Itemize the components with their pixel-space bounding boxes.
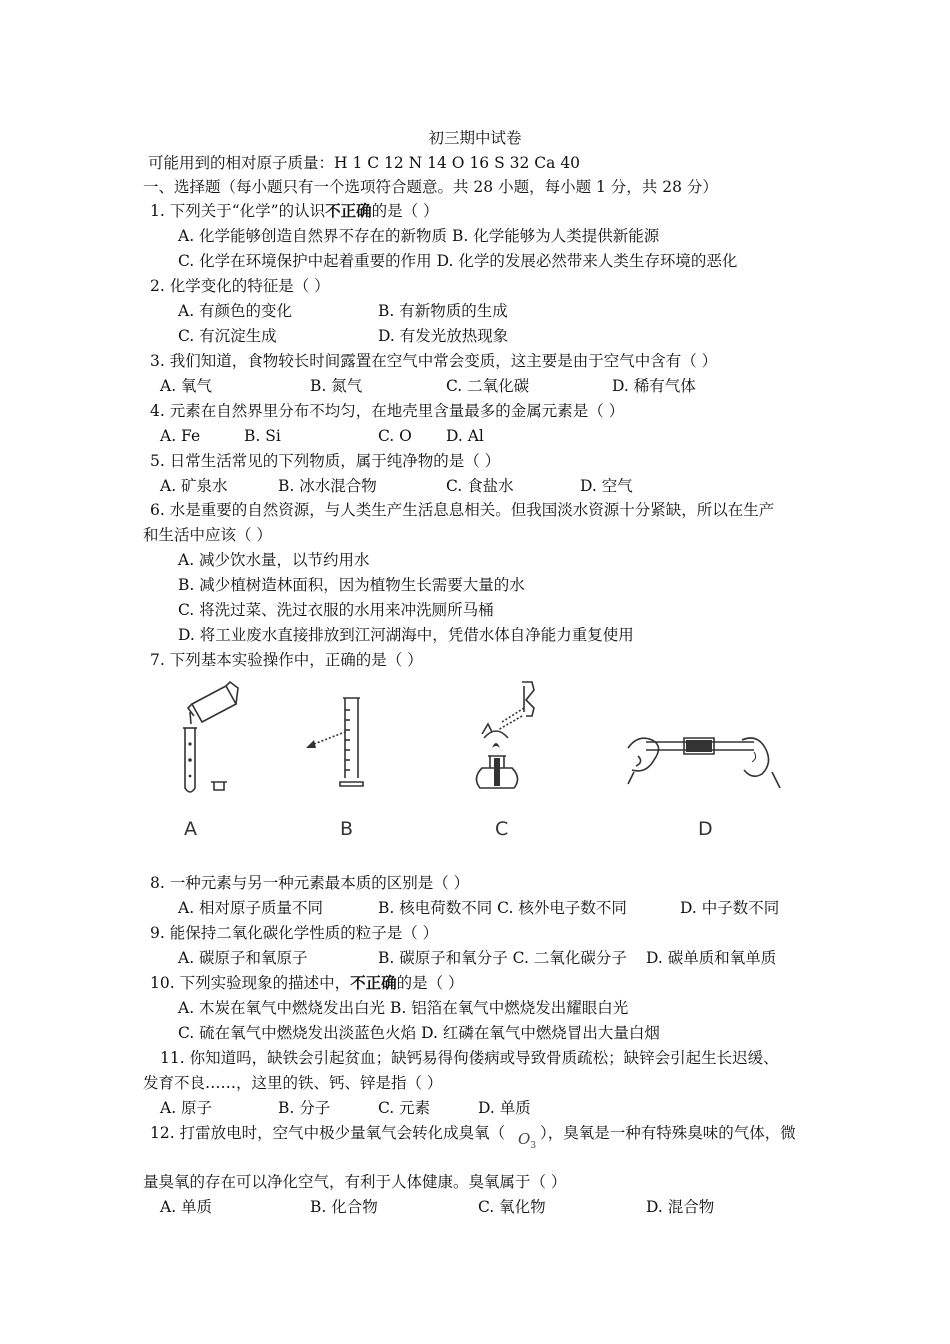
figure-label-c: C bbox=[495, 818, 509, 840]
question-2-option-a: A. 有颜色的变化 bbox=[178, 302, 293, 320]
question-11-stem-line2: 发育不良……，这里的铁、钙、锌是指（ ） bbox=[143, 1074, 443, 1092]
question-2-option-d: D. 有发光放热现象 bbox=[378, 327, 509, 345]
question-12-stem-line1-pre: 12. 打雷放电时，空气中极少量氧气会转化成臭氧（ bbox=[150, 1124, 506, 1142]
question-3-option-b: B. 氮气 bbox=[310, 377, 363, 395]
question-6-option-b: B. 减少植树造林面积，因为植物生长需要大量的水 bbox=[178, 576, 525, 594]
question-1-stem-pre: 1. 下列关于“化学”的认识 bbox=[150, 202, 326, 220]
question-4-option-d: D. Al bbox=[446, 427, 484, 445]
question-8-option-a: A. 相对原子质量不同 bbox=[178, 899, 324, 917]
figure-label-d: D bbox=[698, 818, 713, 840]
question-1-emphasis: 不正确 bbox=[325, 201, 372, 220]
question-9-option-d: D. 碳单质和氧单质 bbox=[646, 949, 777, 967]
question-6-stem-line1: 6. 水是重要的自然资源，与人类生产生活息息相关。但我国淡水资源十分紧缺，所以在生产 bbox=[150, 501, 775, 519]
ozone-formula-main: O bbox=[518, 1130, 531, 1148]
question-7-stem: 7. 下列基本实验操作中，正确的是（ ） bbox=[150, 651, 423, 669]
question-9-stem: 9. 能保持二氧化碳化学性质的粒子是（ ） bbox=[150, 924, 439, 942]
question-3-option-d: D. 稀有气体 bbox=[612, 377, 696, 395]
figure-label-a: A bbox=[184, 818, 197, 840]
question-2-stem: 2. 化学变化的特征是（ ） bbox=[150, 277, 330, 295]
question-10-options-cd: C. 硫在氧气中燃烧发出淡蓝色火焰 D. 红磷在氧气中燃烧冒出大量白烟 bbox=[178, 1024, 660, 1042]
question-9-option-a: A. 碳原子和氧原子 bbox=[178, 949, 308, 967]
question-6-option-a: A. 减少饮水量，以节约用水 bbox=[178, 551, 370, 569]
question-8-stem: 8. 一种元素与另一种元素最本质的区别是（ ） bbox=[150, 874, 470, 892]
question-11-option-d: D. 单质 bbox=[478, 1099, 531, 1117]
question-11-option-b: B. 分子 bbox=[278, 1099, 331, 1117]
ozone-formula bbox=[518, 1130, 536, 1151]
question-12-option-b: B. 化合物 bbox=[310, 1198, 378, 1216]
question-12-option-a: A. 单质 bbox=[160, 1198, 213, 1216]
question-6-option-d: D. 将工业废水直接排放到江河湖海中，凭借水体自净能力重复使用 bbox=[178, 626, 634, 644]
page-title: 初三期中试卷 bbox=[428, 129, 522, 147]
question-5-option-d: D. 空气 bbox=[580, 477, 633, 495]
figure-d-test-tube-heating bbox=[624, 722, 784, 802]
question-11-option-c: C. 元素 bbox=[378, 1099, 431, 1117]
question-10-options-ab: A. 木炭在氧气中燃烧发出白光 B. 铝箔在氧气中燃烧发出耀眼白光 bbox=[178, 999, 629, 1017]
question-4-option-a: A. Fe bbox=[160, 427, 201, 445]
question-2-option-b: B. 有新物质的生成 bbox=[378, 302, 508, 320]
question-5-option-b: B. 冰水混合物 bbox=[278, 477, 377, 495]
figure-a-pouring-liquid bbox=[178, 678, 248, 803]
figure-b-graduated-cylinder bbox=[300, 688, 370, 798]
question-11-option-a: A. 原子 bbox=[160, 1099, 213, 1117]
question-11-stem-line1: 11. 你知道吗，缺铁会引起贫血；缺钙易得佝偻病或导致骨质疏松；缺锌会引起生长迟缓、 bbox=[160, 1049, 779, 1067]
question-10-stem-pre: 10. 下列实验现象的描述中， bbox=[150, 974, 351, 992]
question-3-stem: 3. 我们知道，食物较长时间露置在空气中常会变质，这主要是由于空气中含有（ ） bbox=[150, 352, 718, 370]
question-1-stem bbox=[150, 201, 439, 221]
question-8-option-bc: B. 核电荷数不同 C. 核外电子数不同 bbox=[378, 899, 627, 917]
figure-label-b: B bbox=[340, 818, 354, 840]
question-10-emphasis: 不正确 bbox=[350, 973, 397, 992]
question-6-stem-line2: 和生活中应该（ ） bbox=[143, 526, 272, 544]
question-12-option-d: D. 混合物 bbox=[646, 1198, 715, 1216]
question-5-option-a: A. 矿泉水 bbox=[160, 477, 228, 495]
question-5-option-c: C. 食盐水 bbox=[446, 477, 514, 495]
question-1-options-cd: C. 化学在环境保护中起着重要的作用 D. 化学的发展必然带来人类生存环境的恶化 bbox=[178, 252, 738, 270]
question-6-option-c: C. 将洗过菜、洗过衣服的水用来冲洗厕所马桶 bbox=[178, 601, 494, 619]
atomic-masses: 可能用到的相对原子质量：H 1 C 12 N 14 O 16 S 32 Ca 40 bbox=[148, 154, 581, 172]
figure-c-alcohol-lamp bbox=[462, 676, 557, 801]
question-4-option-b: B. Si bbox=[244, 427, 281, 445]
question-3-option-c: C. 二氧化碳 bbox=[446, 377, 530, 395]
question-4-option-c: C. O bbox=[378, 427, 412, 445]
question-12-option-c: C. 氧化物 bbox=[478, 1198, 546, 1216]
ozone-formula-subscript: 3 bbox=[530, 1141, 537, 1151]
question-12-stem-line2: 量臭氧的存在可以净化空气，有利于人体健康。臭氧属于（ ） bbox=[143, 1173, 567, 1191]
question-8-option-d: D. 中子数不同 bbox=[680, 899, 780, 917]
question-9-option-bc: B. 碳原子和氧分子 C. 二氧化碳分子 bbox=[378, 949, 627, 967]
section-heading: 一、选择题（每小题只有一个选项符合题意。共 28 小题，每小题 1 分，共 28 分） bbox=[143, 178, 718, 196]
question-1-options-ab: A. 化学能够创造自然界不存在的新物质 B. 化学能够为人类提供新能源 bbox=[178, 227, 660, 245]
question-5-stem: 5. 日常生活常见的下列物质，属于纯净物的是（ ） bbox=[150, 452, 501, 470]
question-12-stem-line1-post: ），臭氧是一种有特殊臭味的气体，微 bbox=[540, 1124, 796, 1142]
question-2-option-c: C. 有沉淀生成 bbox=[178, 327, 277, 345]
question-4-stem: 4. 元素在自然界里分布不均匀，在地壳里含量最多的金属元素是（ ） bbox=[150, 402, 625, 420]
question-10-stem-post: 的是（ ） bbox=[396, 974, 464, 992]
question-3-option-a: A. 氧气 bbox=[160, 377, 213, 395]
question-10-stem bbox=[150, 973, 464, 993]
question-1-stem-post: 的是（ ） bbox=[371, 202, 439, 220]
